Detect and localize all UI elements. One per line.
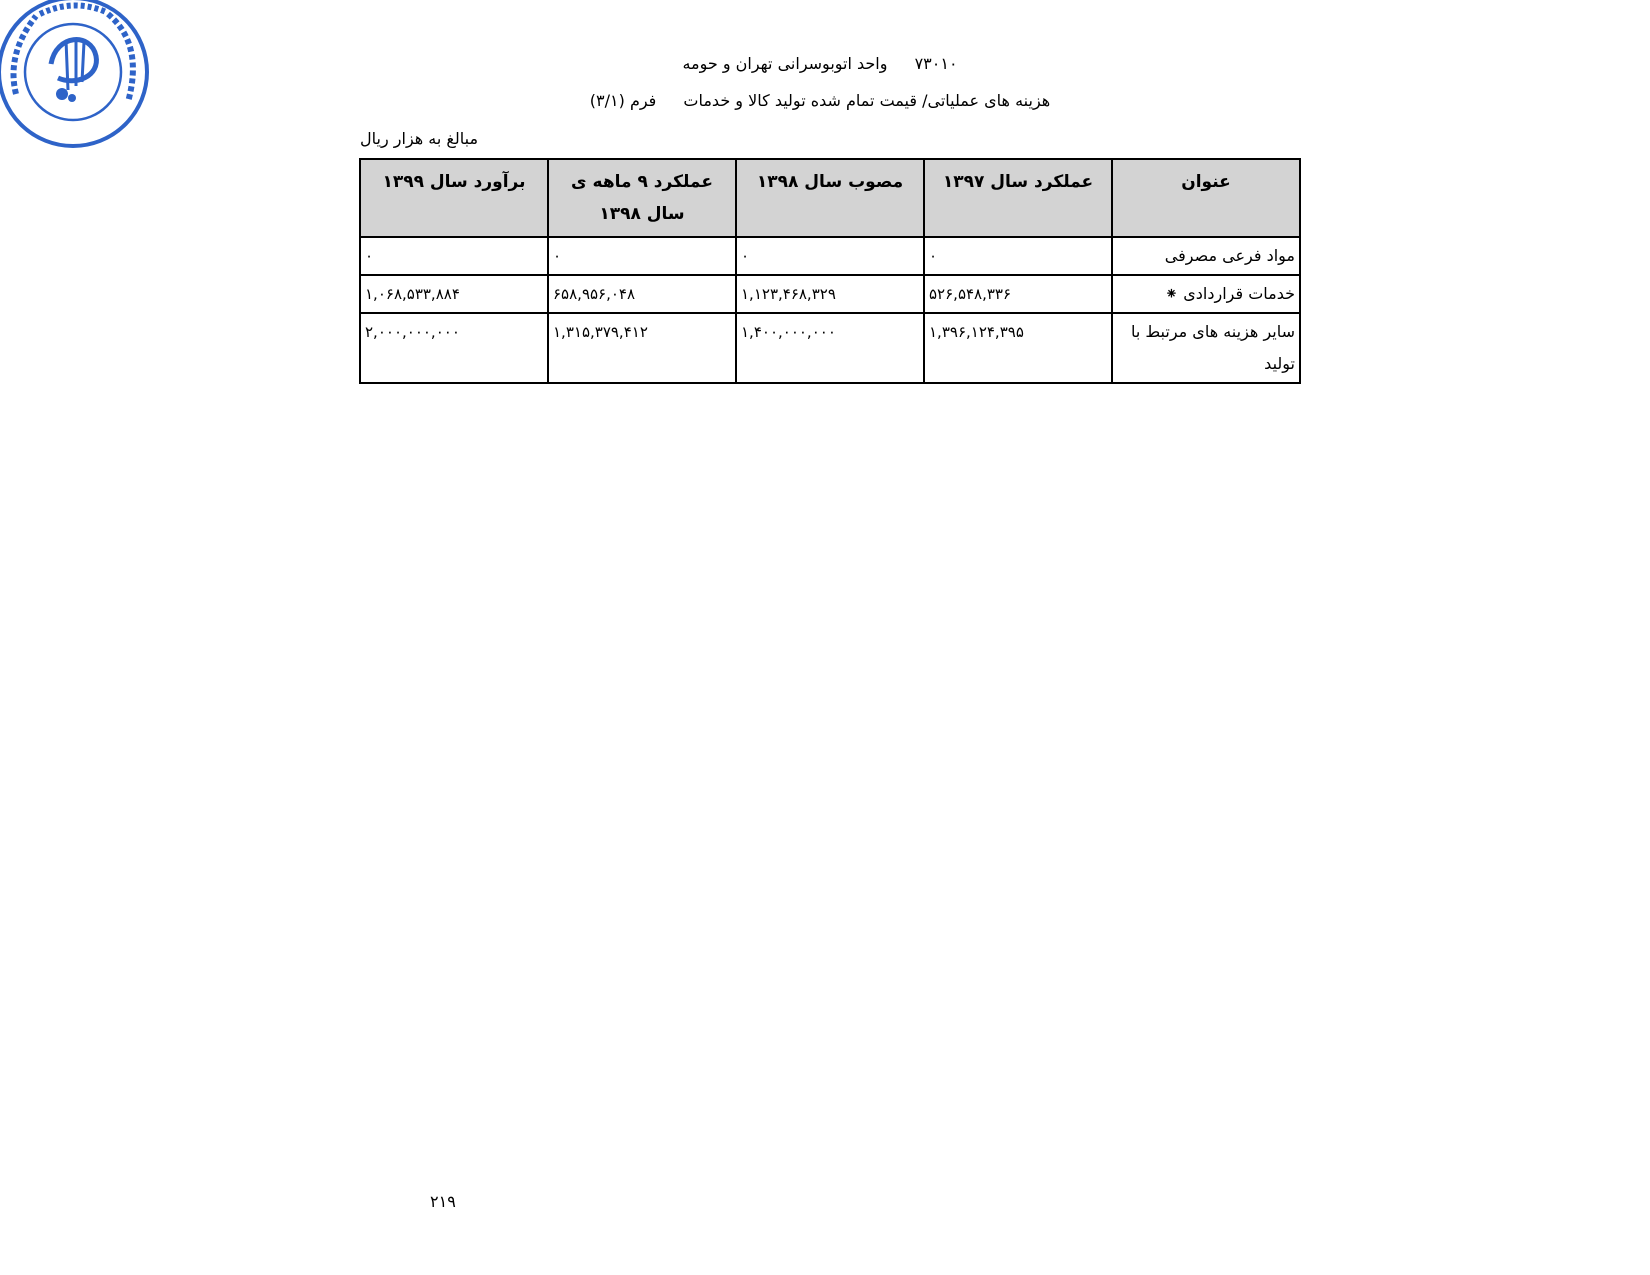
column-header-actual-1397: عملکرد سال ۱۳۹۷ xyxy=(924,159,1112,237)
document-header-line-2 xyxy=(560,91,1080,110)
page-number: ۲۱۹ xyxy=(430,1192,456,1211)
cell-value: ۱,۰۶۸,۵۳۳,۸۸۴ xyxy=(360,275,548,313)
cell-value: ۱,۱۲۳,۴۶۸,۳۲۹ xyxy=(736,275,924,313)
cell-value: ۰ xyxy=(548,237,736,275)
cell-value: ۱,۳۱۵,۳۷۹,۴۱۲ xyxy=(548,313,736,383)
units-note: مبالغ به هزار ریال xyxy=(360,129,479,148)
cell-value: ۰ xyxy=(924,237,1112,275)
cell-value: ۱,۳۹۶,۱۲۴,۳۹۵ xyxy=(924,313,1112,383)
cell-value: ۰ xyxy=(360,237,548,275)
cell-value: ۱,۴۰۰,۰۰۰,۰۰۰ xyxy=(736,313,924,383)
cell-value: ۰ xyxy=(736,237,924,275)
column-header-approved-1398: مصوب سال ۱۳۹۸ xyxy=(736,159,924,237)
table-row xyxy=(360,313,1300,383)
table-row xyxy=(360,237,1300,275)
row-title: مواد فرعی مصرفی xyxy=(1112,237,1300,275)
row-title: سایر هزینه های مرتبط با تولید xyxy=(1112,313,1300,383)
row-title: خدمات قراردادی ⁕ xyxy=(1112,275,1300,313)
column-header-title: عنوان xyxy=(1112,159,1300,237)
cell-value: ۲,۰۰۰,۰۰۰,۰۰۰ xyxy=(360,313,548,383)
table-row xyxy=(360,275,1300,313)
form-number: فرم (۳/۱) xyxy=(589,91,657,110)
column-header-9month-1398: عملکرد ۹ ماهه ی سال ۱۳۹۸ xyxy=(548,159,736,237)
column-header-estimate-1399: برآورد سال ۱۳۹۹ xyxy=(360,159,548,237)
document-header-line-1 xyxy=(560,54,1080,73)
cell-value: ۵۲۶,۵۴۸,۳۳۶ xyxy=(924,275,1112,313)
table-header-row xyxy=(360,159,1300,237)
form-title: هزینه های عملیاتی/ قیمت تمام شده تولید کالا و خدمات xyxy=(683,91,1051,110)
unit-code: ۷۳۰۱۰ xyxy=(914,54,958,73)
council-seal-stamp xyxy=(0,0,154,154)
cell-value: ۶۵۸,۹۵۶,۰۴۸ xyxy=(548,275,736,313)
unit-name: واحد اتوبوسرانی تهران و حومه xyxy=(682,54,888,73)
operating-costs-table xyxy=(359,158,1301,384)
